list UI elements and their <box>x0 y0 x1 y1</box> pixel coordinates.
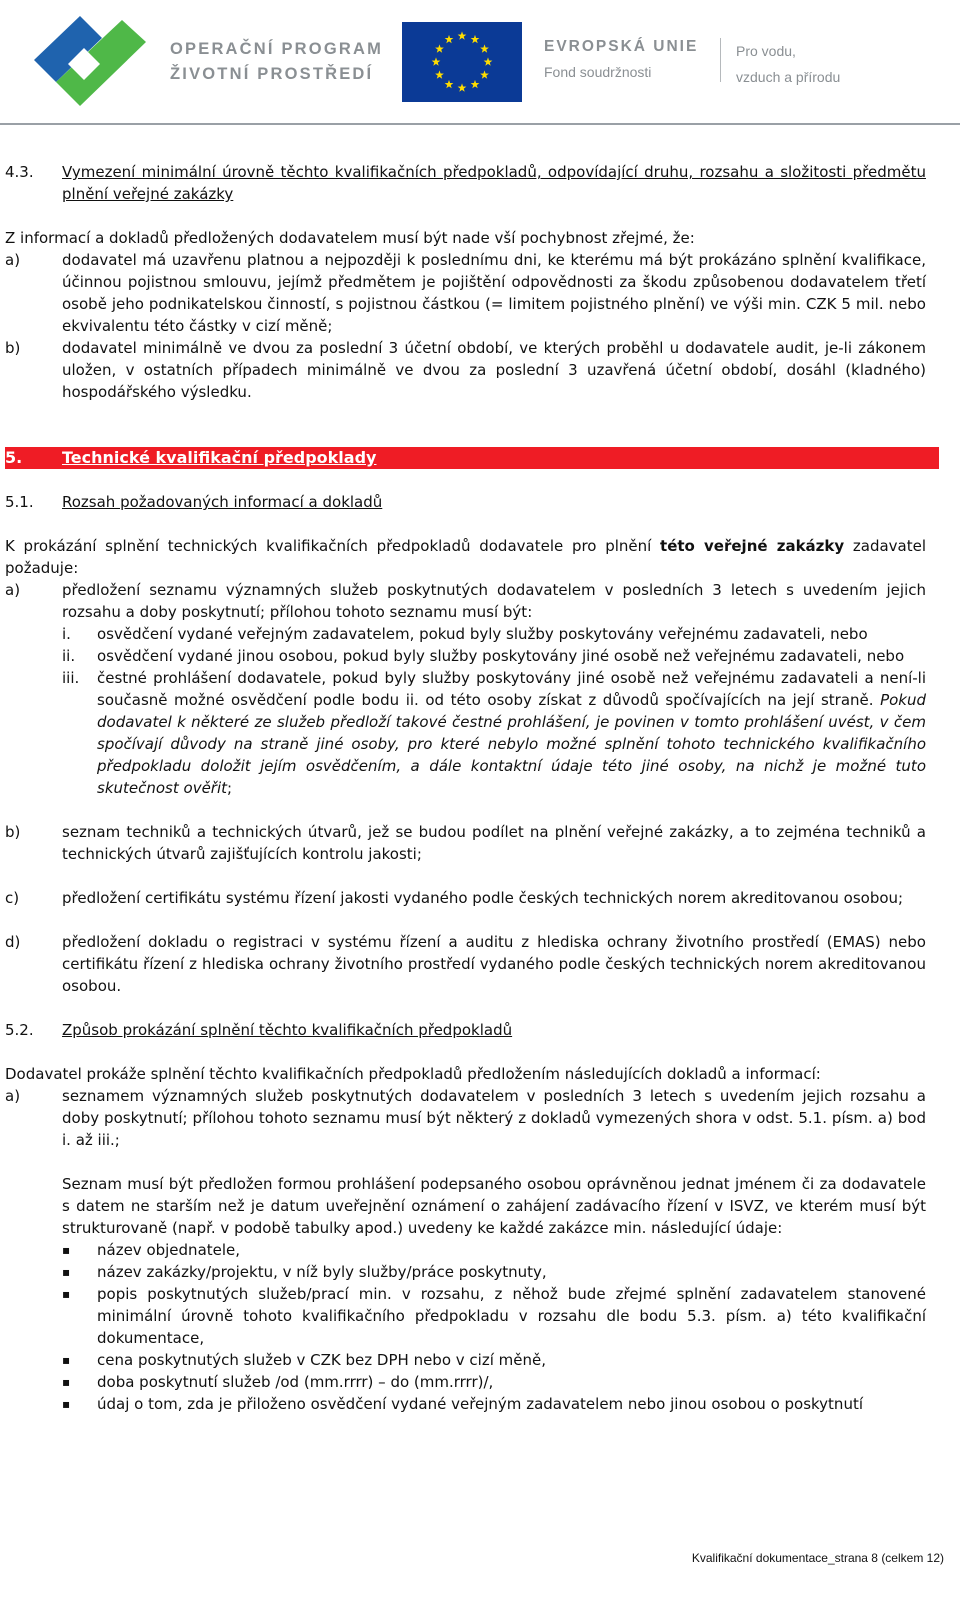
section-title: Vymezení minimální úrovně těchto kvalifikačních předpokladů, odpovídající druhu, rozsahu a složitosti předmětu plnění veřejné zakázky <box>62 163 926 203</box>
section-4-3-intro: Z informací a dokladů předložených dodavatelem musí být nade vší pochybnost zřejmé, že: <box>5 229 695 247</box>
section-number: 5.2. <box>5 1021 34 1039</box>
item-label: a) <box>5 1087 21 1105</box>
eu-star-icon <box>458 83 467 91</box>
section-number: 5. <box>5 448 23 467</box>
sub-list-item <box>62 645 926 667</box>
logo-line-2: ŽIVOTNÍ PROSTŘEDÍ <box>170 65 374 83</box>
eu-star-icon <box>480 70 489 78</box>
header-separator <box>720 38 721 82</box>
section-5-2-paragraph: Seznam musí být předložen formou prohlášení podepsaného osobou oprávněnou jednat jménem či za dodavatele s datem ne starším než je datum uveřejnění oznámení o zahájení zadávacího řízení v ISVZ, ve kterém musí být strukturovaně (např. v podobě tabulky apod.) uvedeny ke každé zakázce min. následující údaje: <box>62 1175 926 1237</box>
item-text: předložení seznamu významných služeb poskytnutých dodavatelem v posledních 3 letech s uvedením jejich rozsahu a doby poskytnutí; přílohou tohoto seznamu musí být: <box>62 581 926 621</box>
list-item <box>5 249 926 337</box>
bullet-item <box>62 1261 926 1283</box>
sub-item-end: ; <box>227 779 233 797</box>
item-label: b) <box>5 339 21 357</box>
motto-line-2: vzduch a přírodu <box>736 69 841 85</box>
eu-flag-icon <box>402 22 522 102</box>
item-text: dodavatel má uzavřenu platnou a nejpozději k poslednímu dni, ke kterému má být prokázáno splnění kvalifikace, účinnou pojistnou smlouvu, jejímž předmětem je pojištění odpovědnosti za škodu způsobenou dodavatelem třetí osobě jeho podnikatelskou činností, s pojistnou částkou (= limitem pojistného plnění) ve výši min. CZK 5 mil. nebo ekvivalentu této částky v cizí měně; <box>62 251 926 335</box>
logo-line-1: OPERAČNÍ PROGRAM <box>170 40 384 58</box>
bullet-item <box>62 1349 926 1371</box>
bullet-item <box>62 1239 926 1261</box>
bullet-text: název zakázky/projektu, v níž byly služby/práce poskytnuty, <box>97 1263 547 1281</box>
sub-item-text <box>97 667 926 799</box>
list-item <box>5 1085 926 1151</box>
sub-item-label: ii. <box>62 647 76 665</box>
bullet-marker-icon: ▪ <box>62 1375 71 1389</box>
bullet-marker-icon: ▪ <box>62 1287 71 1301</box>
item-label: a) <box>5 581 21 599</box>
eu-star-icon <box>471 35 480 43</box>
bullet-marker-icon: ▪ <box>62 1397 71 1411</box>
motto-line-1: Pro vodu, <box>736 43 796 59</box>
bullet-marker-icon: ▪ <box>62 1353 71 1367</box>
bullet-marker-icon: ▪ <box>62 1265 71 1279</box>
opzp-logo-icon <box>22 12 152 112</box>
item-text: předložení certifikátu systému řízení jakosti vydaného podle českých technických norem akreditovanou osobou; <box>62 889 904 907</box>
list-item <box>5 887 926 909</box>
item-text: dodavatel minimálně ve dvou za poslední 3 účetní období, ve kterých proběhl u dodavatele audit, je-li zákonem uložen, v ostatních případech minimálně ve dvou za poslední 3 uzavřená účetní období, dosáhl (kladného) hospodářského výsledku. <box>62 339 926 401</box>
item-label: b) <box>5 823 21 841</box>
eu-star-icon <box>432 57 441 65</box>
motto <box>736 38 840 90</box>
item-label: d) <box>5 933 21 951</box>
item-text: předložení dokladu o registraci v systému řízení a auditu z hlediska ochrany životního prostředí (EMAS) nebo certifikátu řízení z hlediska ochrany životního prostředí vydaného podle českých technických norem akreditovanou osobou. <box>62 933 926 995</box>
sub-item-plain: čestné prohlášení dodavatele, pokud byly služby poskytovány jiné osobě než veřejnému zadavateli a není-li současně možné osvědčení podle bodu ii. od této osoby získat z důvodů spočívajících na její straně. <box>97 669 926 709</box>
bullet-text: cena poskytnutých služeb v CZK bez DPH nebo v cizí měně, <box>97 1351 546 1369</box>
section-5-1-heading <box>5 491 926 513</box>
list-item <box>5 931 926 997</box>
section-number: 4.3. <box>5 163 34 181</box>
item-label: a) <box>5 251 21 269</box>
eu-title: EVROPSKÁ UNIE <box>544 38 699 55</box>
section-title: Rozsah požadovaných informací a dokladů <box>62 493 383 511</box>
page-header <box>0 0 960 125</box>
eu-star-icon <box>435 44 444 52</box>
bullet-text: popis poskytnutých služeb/prací min. v rozsahu, z něhož bude zřejmé splnění zadavatelem stanovené minimální úrovně tohoto kvalifikačního předpokladu v rozsahu dle bodu 5.3. písm. a) této kvalifikační dokumentace, <box>97 1285 926 1347</box>
bullet-text: název objednatele, <box>97 1241 241 1259</box>
eu-subtitle: Fond soudržnosti <box>544 64 652 80</box>
eu-star-icon <box>480 44 489 52</box>
sub-item-italic: Pokud dodavatel k některé ze služeb předloží takové čestné prohlášení, je povinen v tomto prohlášení uvést, v čem spočívají důvody na straně jiné osoby, pro které nebylo možné splnění tohoto technického kvalifikačního předpokladu doložit jejím osvědčením, a dále kontaktní údaje této jiné osoby, na nichž je možné tuto skutečnost ověřit <box>97 691 926 797</box>
list-item <box>5 821 926 865</box>
section-title: Způsob prokázání splnění těchto kvalifikačních předpokladů <box>62 1021 513 1039</box>
document-body <box>5 161 926 1415</box>
bullet-text: údaj o tom, zda je přiloženo osvědčení vydané veřejným zadavatelem nebo jinou osobou o poskytnutí <box>97 1395 863 1413</box>
section-5-2-heading <box>5 1019 926 1041</box>
bullet-list <box>62 1239 926 1415</box>
sub-item-text: osvědčení vydané jinou osobou, pokud byly služby poskytovány jiné osobě než veřejnému zadavateli, nebo <box>97 647 905 665</box>
section-title: Technické kvalifikační předpoklady <box>62 448 377 467</box>
bullet-item <box>62 1283 926 1349</box>
bullet-marker-icon: ▪ <box>62 1243 71 1257</box>
sub-item-label: i. <box>62 625 71 643</box>
eu-star-icon <box>471 80 480 88</box>
page-footer: Kvalifikační dokumentace_strana 8 (celkem 12) <box>691 1551 944 1565</box>
section-5-heading-bar <box>5 447 939 469</box>
header-rule <box>0 123 960 125</box>
item-text: seznam techniků a technických útvarů, jež se budou podílet na plnění veřejné zakázky, a to zejména techniků a technických útvarů zajišťujících kontrolu jakosti; <box>62 823 926 863</box>
sub-item-label: iii. <box>62 669 80 687</box>
section-5-1-intro <box>5 535 926 579</box>
eu-star-icon <box>435 70 444 78</box>
bullet-text: doba poskytnutí služeb /od (mm.rrrr) – do (mm.rrrr)/, <box>97 1373 494 1391</box>
intro-text-end: zadavatel požaduje: <box>5 537 927 577</box>
sub-list-item <box>62 667 926 799</box>
list-item <box>5 337 926 403</box>
eu-star-icon <box>458 31 467 39</box>
bullet-item <box>62 1393 926 1415</box>
item-text: seznamem významných služeb poskytnutých dodavatelem v posledních 3 letech s uvedením jejich rozsahu a doby poskytnutí; přílohou tohoto seznamu musí být některý z dokladů vymezených shora v odst. 5.1. písm. a) bod i. až iii.; <box>62 1087 926 1149</box>
sub-item-text: osvědčení vydané veřejným zadavatelem, pokud byly služby poskytovány veřejnému zadavateli, nebo <box>97 625 868 643</box>
section-4-3-heading <box>5 161 926 205</box>
eu-star-icon <box>445 35 454 43</box>
item-label: c) <box>5 889 20 907</box>
list-item <box>5 579 926 623</box>
bullet-item <box>62 1371 926 1393</box>
eu-star-icon <box>484 57 493 65</box>
section-number: 5.1. <box>5 493 34 511</box>
sub-list-item <box>62 623 926 645</box>
intro-text: K prokázání splnění technických kvalifikačních předpokladů dodavatele pro plnění <box>5 537 661 555</box>
section-5-2-intro: Dodavatel prokáže splnění těchto kvalifikačních předpokladů předložením následujících dokladů a informací: <box>5 1065 821 1083</box>
opzp-logo-text <box>170 37 383 87</box>
eu-star-icon <box>445 80 454 88</box>
intro-bold: této veřejné zakázky <box>660 537 845 555</box>
